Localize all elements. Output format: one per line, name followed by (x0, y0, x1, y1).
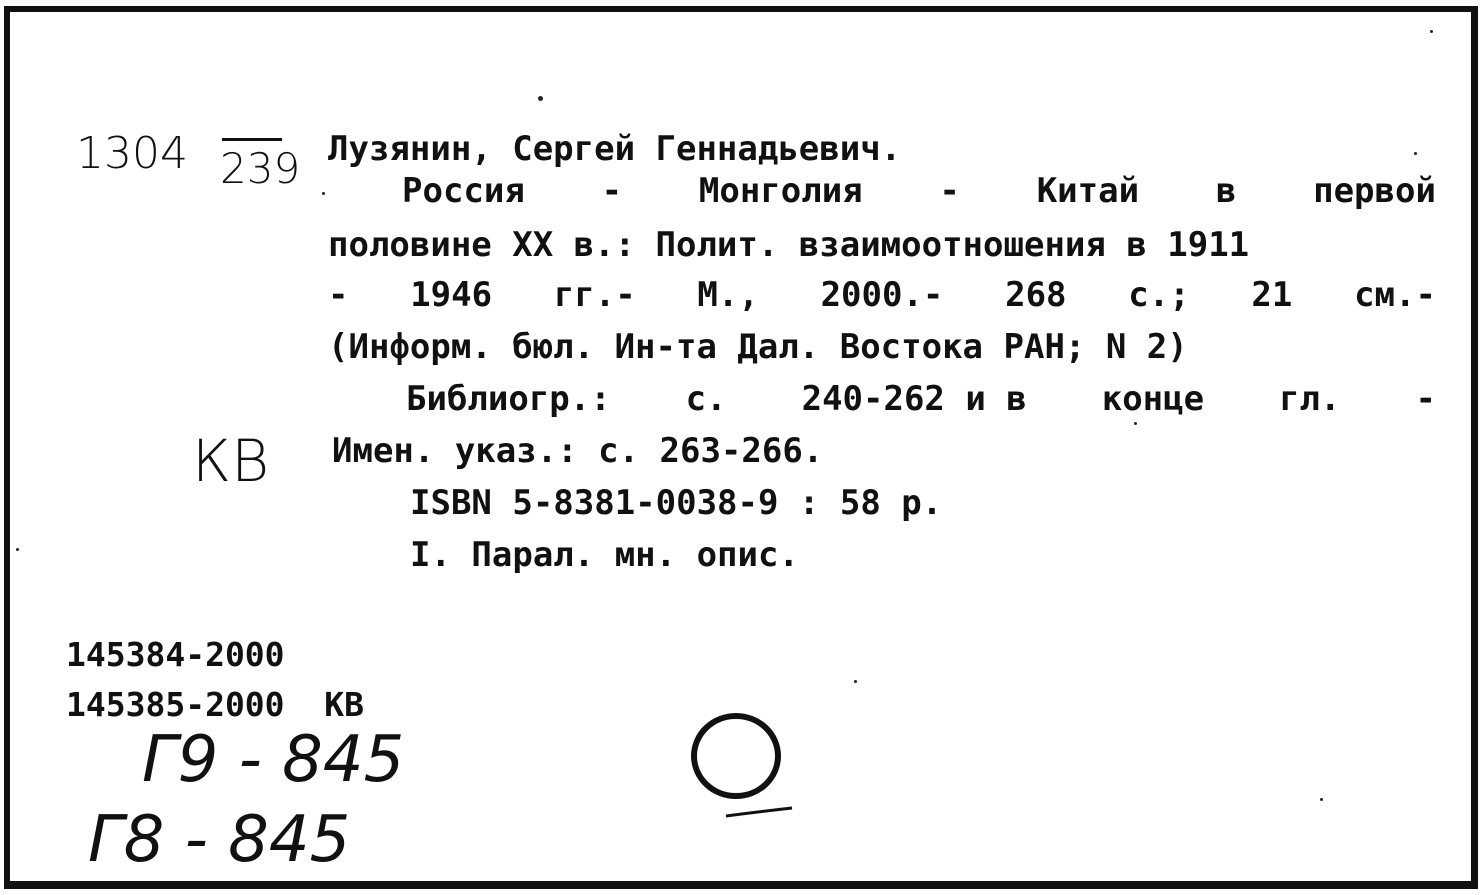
tracing-line: I. Парал. мн. опис. (410, 535, 799, 575)
handwritten-code-2: Г8 - 845 (88, 803, 351, 877)
handwritten-code-1: Г9 - 845 (142, 723, 405, 797)
imprint-word: М., (697, 275, 759, 315)
imprint-word: гг.- (553, 275, 636, 315)
imprint-word: с.; (1128, 275, 1190, 315)
imprint-word: см.- (1354, 275, 1436, 315)
speck (1414, 152, 1417, 155)
title-word: Китай (1036, 171, 1140, 211)
shelfmark-fraction-line (222, 138, 282, 141)
speck (1134, 422, 1137, 425)
note-word: гл. (1279, 379, 1341, 419)
title-word: Монголия (698, 171, 863, 211)
imprint-word: 268 (1005, 275, 1067, 315)
catalog-card (4, 6, 1478, 889)
title-word: Россия (402, 171, 525, 211)
imprint-word: 1946 (410, 275, 493, 315)
title-word: - (601, 171, 623, 211)
note-word: с. (685, 379, 727, 419)
shelfmark-collection: КВ (192, 427, 270, 495)
inventory-number-1: 145384-2000 (66, 635, 285, 674)
title-line-2: половине XX в.: Полит. взаимоотношения в 1911 (328, 225, 1250, 265)
imprint-word: - (328, 275, 349, 315)
note-word: Библиогр.: (406, 379, 611, 419)
punch-hole-mark (686, 712, 796, 832)
isbn-line: ISBN 5-8381-0038-9 : 58 р. (410, 483, 943, 523)
title-word: первой (1313, 171, 1436, 211)
note-word: - (1415, 379, 1436, 419)
speck (1320, 798, 1323, 801)
title-line-3 (328, 275, 1436, 315)
index-note: Имен. указ.: с. 263-266. (332, 431, 824, 471)
bibliography-note (406, 379, 1436, 419)
imprint-word: 21 (1251, 275, 1293, 315)
note-word: 240-262 и в (801, 379, 1027, 419)
speck (538, 96, 543, 101)
author-heading: Лузянин, Сергей Геннадьевич. (328, 129, 902, 169)
imprint-word: 2000.- (820, 275, 944, 315)
speck (322, 192, 325, 195)
shelfmark-number: 1304 (76, 128, 188, 179)
speck (1430, 30, 1433, 33)
speck (16, 548, 19, 551)
shelfmark-sub: 239 (220, 144, 301, 193)
note-word: конце (1101, 379, 1205, 419)
title-word: - (939, 171, 960, 211)
speck (854, 680, 857, 683)
title-line-1 (402, 171, 1436, 211)
title-word: в (1215, 171, 1237, 211)
inventory-number-2: 145385-2000 КВ (66, 685, 365, 724)
series-statement: (Информ. бюл. Ин-та Дал. Востока РАН; N 2) (328, 327, 1188, 367)
